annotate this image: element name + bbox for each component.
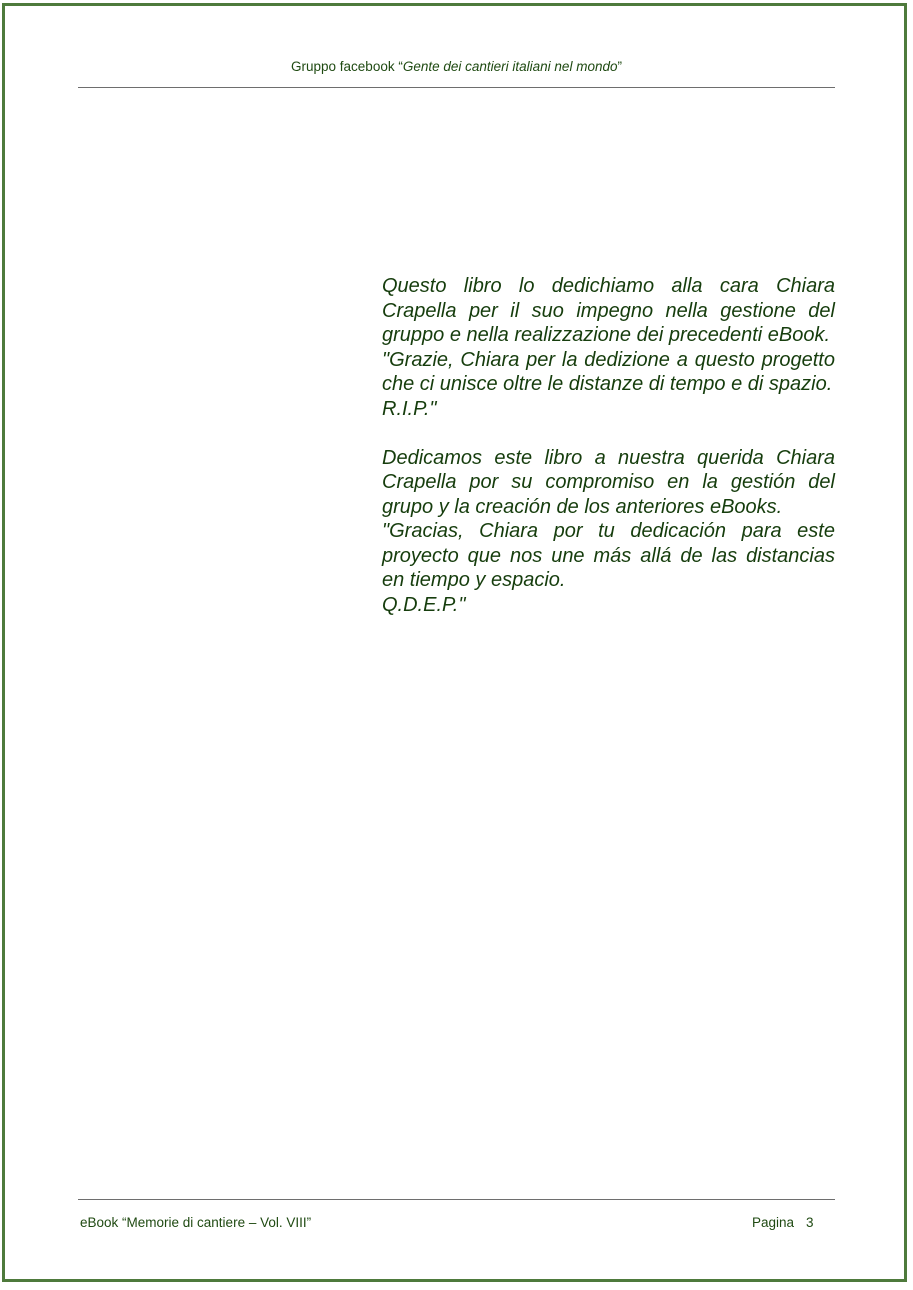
- footer-rule: [78, 1199, 835, 1200]
- dedication-it-paragraph-1: Questo libro lo dedichiamo alla cara Chiara Crapella per il suo impegno nella gestione del gruppo e nella realizzazione dei precedenti eBook.: [382, 275, 835, 346]
- page-number: 3: [806, 1215, 814, 1230]
- dedication-es-paragraph-1: Dedicamos este libro a nuestra querida Chiara Crapella por su compromiso en la gestión del grupo y la creación de los anteriores eBooks.: [382, 446, 835, 518]
- dedication-it-paragraph-2: "Grazie, Chiara per la dedizione a questo progetto che ci unisce oltre le distanze di tempo e di spazio.: [382, 348, 835, 395]
- page-border: [2, 3, 907, 1282]
- paragraph-gap: [382, 421, 835, 446]
- dedication-es-closing: Q.D.E.P.": [382, 593, 466, 616]
- page-number-area: [752, 1214, 814, 1232]
- dedication-it-closing: R.I.P.": [382, 397, 437, 420]
- header-group-name: Gente dei cantieri italiani nel mondo: [402, 59, 618, 74]
- header-suffix: ”: [617, 59, 622, 74]
- dedication-block: [382, 274, 835, 617]
- page-label: Pagina: [752, 1215, 795, 1230]
- dedication-es-paragraph-2: "Gracias, Chiara por tu dedicación para este proyecto que nos une más allá de las distancias en tiempo y espacio.: [382, 520, 835, 591]
- footer-title: eBook “Memorie di cantiere – Vol. VIII”: [80, 1215, 312, 1230]
- running-header: [78, 58, 835, 76]
- header-prefix: Gruppo facebook “: [291, 59, 403, 74]
- header-rule: [78, 87, 835, 88]
